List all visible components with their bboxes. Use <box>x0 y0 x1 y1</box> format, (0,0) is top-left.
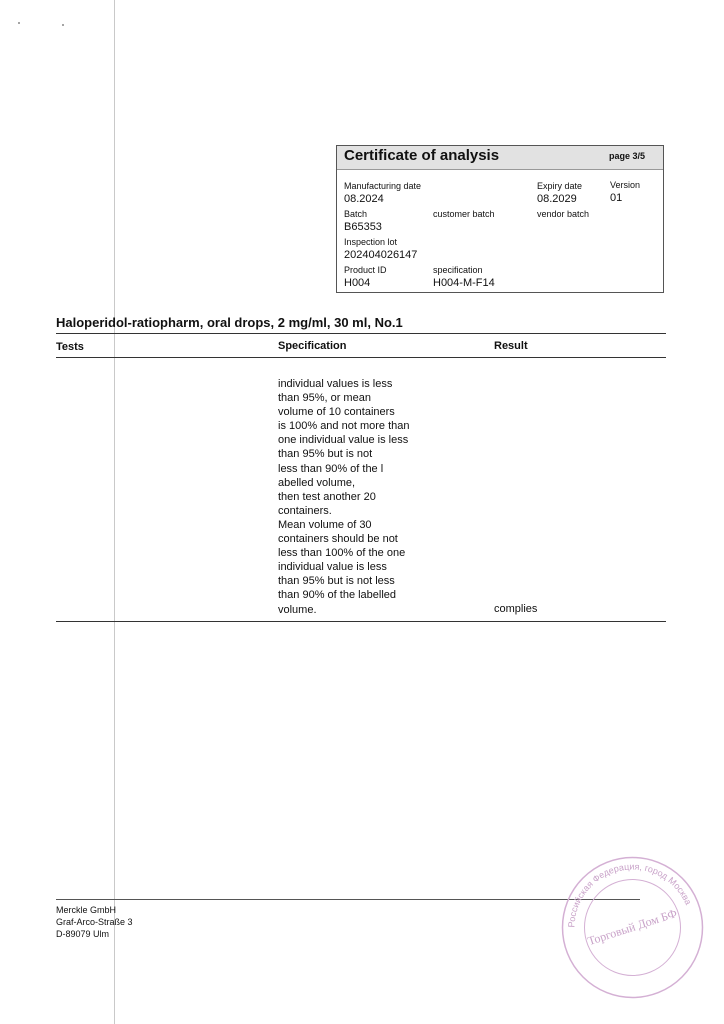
company-stamp <box>560 855 705 1000</box>
manufacturing-date-value: 08.2024 <box>344 193 384 205</box>
version-value: 01 <box>610 192 623 204</box>
spec-line: than 95%, or mean <box>278 392 371 405</box>
spec-line: volume of 10 containers <box>278 406 395 419</box>
product-id-label: Product ID <box>344 265 387 275</box>
spec-line: than 95% but is not less <box>278 575 395 588</box>
batch-value: B65353 <box>344 221 382 233</box>
expiry-date-label: Expiry date <box>537 181 583 191</box>
spec-line: less than 100% of the one <box>278 547 406 560</box>
table-header-rule <box>56 357 666 358</box>
spec-line: Mean volume of 30 <box>278 518 372 531</box>
certificate-title: Certificate of analysis <box>344 147 500 164</box>
spec-line: one individual value is less <box>278 434 409 447</box>
address-line: Graf-Arco-Straße 3 <box>56 917 133 927</box>
certificate-header-box <box>336 145 664 293</box>
batch-label: Batch <box>344 209 368 219</box>
address-line: D-89079 Ulm <box>56 929 110 939</box>
column-header-specification: Specification <box>278 340 347 352</box>
specification-label: specification <box>433 265 483 275</box>
spec-line: then test another 20 <box>278 490 376 503</box>
certificate-title-bar <box>337 146 663 170</box>
inspection-lot-label: Inspection lot <box>344 237 398 247</box>
table-bottom-rule <box>56 621 666 622</box>
product-title: Haloperidol-ratiopharm, oral drops, 2 mg/ml, 30 ml, No.1 <box>56 315 403 330</box>
page-margin-line <box>114 0 115 1024</box>
scan-speck <box>62 24 64 26</box>
product-id-value: H004 <box>344 277 371 289</box>
expiry-date-value: 08.2029 <box>537 193 577 205</box>
manufacturing-date-label: Manufacturing date <box>344 181 422 191</box>
address-line: Merckle GmbH <box>56 905 117 915</box>
spec-line: individual value is less <box>278 561 387 574</box>
specification-text <box>278 377 409 617</box>
vendor-batch-label: vendor batch <box>537 209 590 219</box>
version-label: Version <box>610 180 641 190</box>
spec-line: than 95% but is not <box>278 448 373 461</box>
page-number: page 3/5 <box>608 151 645 161</box>
stamp-outer-text: Российская Федерация, город Москва <box>566 861 694 928</box>
table-top-rule <box>56 333 666 334</box>
result-value: complies <box>494 603 538 615</box>
customer-batch-label: customer batch <box>433 209 495 219</box>
column-header-tests: Tests <box>56 341 84 353</box>
spec-line: is 100% and not more than <box>278 420 410 433</box>
specification-value: H004-M-F14 <box>433 277 495 289</box>
spec-line: volume. <box>278 603 317 616</box>
stamp-center-text: Торговый Дом БФ <box>585 906 679 949</box>
spec-line: containers. <box>278 504 332 517</box>
company-address <box>56 904 133 940</box>
spec-line: containers should be not <box>278 533 398 546</box>
spec-line: less than 90% of the l <box>278 462 384 475</box>
inspection-lot-value: 202404026147 <box>344 249 418 261</box>
scan-speck <box>18 22 20 24</box>
column-header-result: Result <box>494 340 528 352</box>
spec-line: abelled volume, <box>278 476 356 489</box>
spec-line: individual values is less <box>278 378 393 390</box>
spec-line: than 90% of the labelled <box>278 589 397 602</box>
footer-rule <box>56 899 640 900</box>
